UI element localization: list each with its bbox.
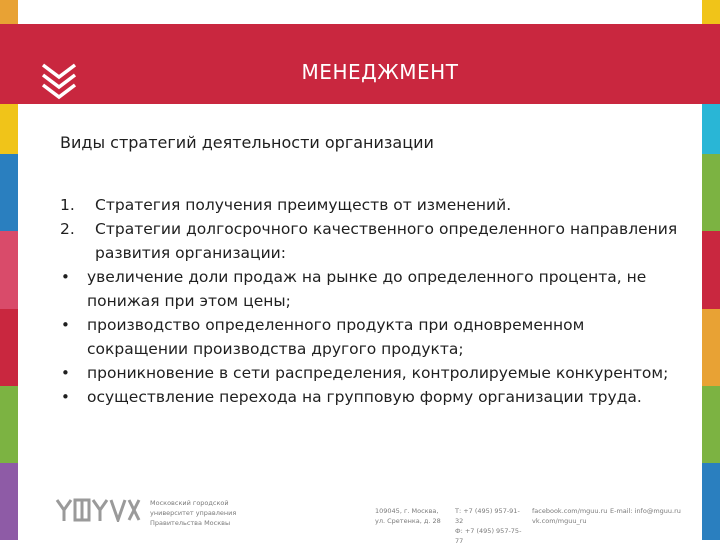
list-item [60,361,680,385]
university-name: Московский городской университет управления Правительства Москвы [150,499,237,527]
list-item [60,385,680,409]
list-item [60,193,680,217]
list-item-text: увеличение доли продаж на рынке до определенного процента, не понижая при этом цены; [87,268,647,310]
list-item-text: производство определенного продукта при одновременном сокращении производства другого продукта; [87,316,585,358]
footer-email[interactable]: E-mail: info@mguu.ru [610,507,681,515]
bullet-icon: • [61,316,70,334]
bullet-icon: • [61,268,70,286]
strategy-list [60,193,680,409]
footer-social-links[interactable]: facebook.com/mguu.ru vk.com/mguu_ru [532,507,608,525]
list-item [60,265,680,313]
header-banner [0,24,720,104]
list-item-text: осуществление перехода на групповую форму организации труда. [87,388,642,406]
bullet-icon: • [61,388,70,406]
footer-phone: Т: +7 (495) 957-91-32 Ф: +7 (495) 957-75-77 [455,507,522,545]
double-chevron-down-icon [40,62,78,102]
footer [50,494,690,545]
list-item [60,217,680,265]
list-item-text: проникновение в сети распределения, контролируемые конкурентом; [87,364,669,382]
university-logo [55,498,141,522]
list-number: 2. [60,220,75,238]
page-title: МЕНЕДЖМЕНТ [301,60,459,84]
list-item-text: Стратегии долгосрочного качественного определенного направления развития организации: [95,220,678,262]
list-item [60,313,680,361]
footer-address: 109045, г. Москва, ул. Сретенка, д. 28 [375,507,441,525]
list-item-text: Стратегия получения преимуществ от изменений. [95,196,512,214]
bullet-icon: • [61,364,70,382]
list-number: 1. [60,196,75,214]
slide-subtitle: Виды стратегий деятельности организации [60,133,434,152]
